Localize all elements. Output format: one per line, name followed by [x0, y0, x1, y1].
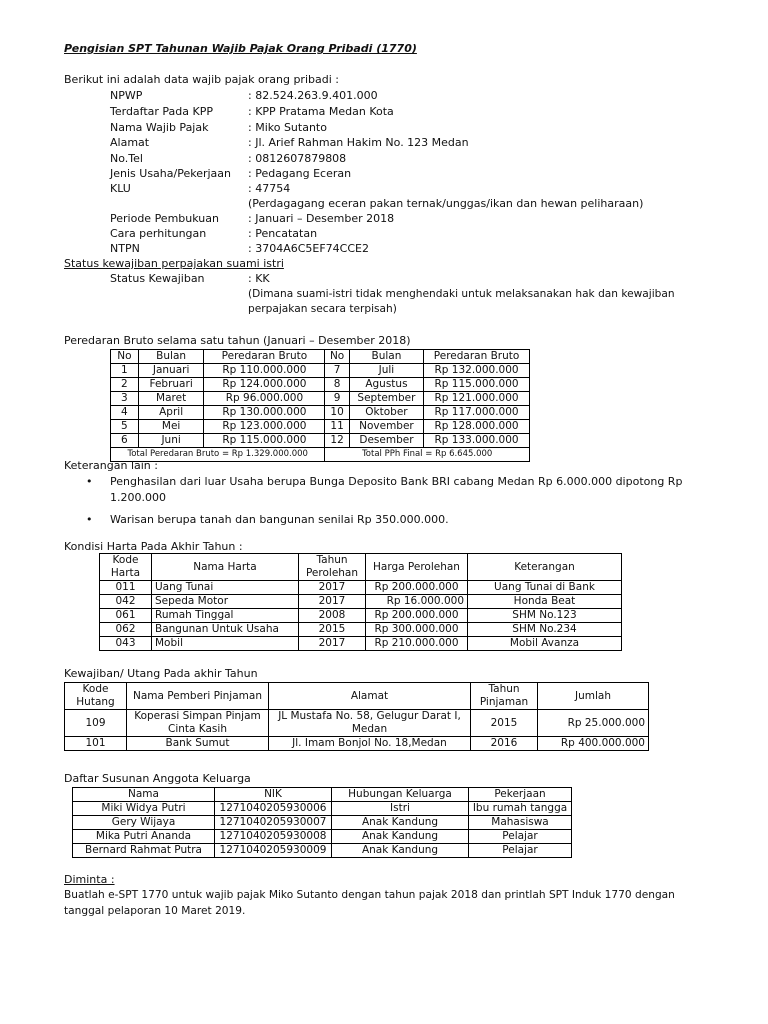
table-header-row — [65, 683, 649, 710]
cell: Rp 124.000.000 — [204, 378, 325, 392]
cell: Agustus — [349, 378, 423, 392]
col-header: Tahun Pinjaman — [471, 683, 538, 710]
taxpayer-value: : Miko Sutanto — [248, 121, 327, 134]
assets-heading: Kondisi Harta Pada Akhir Tahun : — [64, 540, 243, 553]
cell: Ibu rumah tangga — [469, 802, 572, 816]
taxpayer-value: : KPP Pratama Medan Kota — [248, 105, 394, 118]
cell: Bernard Rahmat Putra — [73, 844, 215, 858]
document-title: Pengisian SPT Tahunan Wajib Pajak Orang Pribadi (1770) — [64, 42, 417, 55]
cell: 062 — [100, 623, 152, 637]
taxpayer-row — [0, 89, 768, 103]
notes-heading: Keterangan lain : — [64, 459, 158, 472]
cell: 011 — [100, 581, 152, 595]
taxpayer-row — [0, 227, 768, 241]
taxpayer-label: Nama Wajib Pajak — [110, 121, 209, 134]
col-header: Peredaran Bruto — [424, 350, 530, 364]
cell: 2017 — [299, 637, 366, 651]
taxpayer-value: : 47754 — [248, 182, 291, 195]
col-header: No — [325, 350, 349, 364]
col-header: Alamat — [269, 683, 471, 710]
table-row — [111, 364, 530, 378]
cell: Sepeda Motor — [152, 595, 299, 609]
taxpayer-value: (Perdagagang eceran pakan ternak/unggas/ikan dan hewan peliharaan) — [248, 197, 644, 210]
table-row — [111, 420, 530, 434]
cell: 5 — [111, 420, 139, 434]
col-header: Hubungan Keluarga — [332, 788, 469, 802]
table-row — [100, 623, 622, 637]
table-row — [111, 378, 530, 392]
cell: Rp 117.000.000 — [424, 406, 530, 420]
cell: Anak Kandung — [332, 816, 469, 830]
taxpayer-value: : 3704A6C5EF74CCE2 — [248, 242, 369, 255]
taxpayer-row — [0, 105, 768, 119]
cell: Rp 200.000.000 — [366, 609, 468, 623]
cell: Rp 25.000.000 — [538, 710, 649, 737]
cell: Rumah Tinggal — [152, 609, 299, 623]
col-header: No — [111, 350, 139, 364]
taxpayer-label: Cara perhitungan — [110, 227, 207, 240]
table-row — [100, 637, 622, 651]
cell: SHM No.234 — [468, 623, 622, 637]
total-row — [111, 448, 530, 462]
cell: Mika Putri Ananda — [73, 830, 215, 844]
status-note-line2: perpajakan secara terpisah) — [248, 303, 397, 315]
taxpayer-value: : 0812607879808 — [248, 152, 347, 165]
cell: 2017 — [299, 581, 366, 595]
cell: 7 — [325, 364, 349, 378]
table-row — [73, 830, 572, 844]
col-header: Tahun Perolehan — [299, 554, 366, 581]
cell: Juli — [349, 364, 423, 378]
total-pph-final: Total PPh Final = Rp 6.645.000 — [325, 448, 530, 462]
taxpayer-row — [0, 212, 768, 226]
cell: Miki Widya Putri — [73, 802, 215, 816]
cell: 1271040205930006 — [215, 802, 332, 816]
cell: Rp 115.000.000 — [204, 434, 325, 448]
table-row — [111, 434, 530, 448]
taxpayer-label: Alamat — [110, 136, 150, 149]
cell: 2015 — [299, 623, 366, 637]
cell: 061 — [100, 609, 152, 623]
task-heading: Diminta : — [64, 873, 115, 886]
col-header: Kode Hutang — [65, 683, 127, 710]
cell: September — [349, 392, 423, 406]
cell: Pelajar — [469, 844, 572, 858]
taxpayer-row — [0, 167, 768, 181]
cell: Uang Tunai — [152, 581, 299, 595]
cell: Rp 133.000.000 — [424, 434, 530, 448]
cell: 12 — [325, 434, 349, 448]
table-header-row — [73, 788, 572, 802]
cell: JL Mustafa No. 58, Gelugur Darat I, Medan — [269, 710, 471, 737]
table-row — [65, 737, 649, 751]
cell: 9 — [325, 392, 349, 406]
taxpayer-value: : Pencatatan — [248, 227, 318, 240]
table-row — [111, 392, 530, 406]
revenue-table — [110, 349, 530, 462]
cell: Pelajar — [469, 830, 572, 844]
cell: Rp 130.000.000 — [204, 406, 325, 420]
taxpayer-row — [0, 182, 768, 196]
status-row — [0, 272, 768, 286]
cell: Rp 16.000.000 — [366, 595, 468, 609]
cell: Rp 400.000.000 — [538, 737, 649, 751]
cell: Rp 96.000.000 — [204, 392, 325, 406]
list-item: • Penghasilan dari luar Usaha berupa Bunga Deposito Bank BRI cabang Medan Rp 6.000.000 dipotong Rp 1.200.000 — [84, 474, 724, 506]
cell: Rp 115.000.000 — [424, 378, 530, 392]
table-header-row — [100, 554, 622, 581]
taxpayer-row — [0, 242, 768, 256]
taxpayer-row — [0, 121, 768, 135]
cell: Rp 300.000.000 — [366, 623, 468, 637]
task-line2: tanggal pelaporan 10 Maret 2019. — [64, 905, 246, 917]
cell: 3 — [111, 392, 139, 406]
cell: 8 — [325, 378, 349, 392]
cell: Gery Wijaya — [73, 816, 215, 830]
cell: 2008 — [299, 609, 366, 623]
cell: Rp 132.000.000 — [424, 364, 530, 378]
table-row — [100, 581, 622, 595]
col-header: Jumlah — [538, 683, 649, 710]
col-header: Nama Pemberi Pinjaman — [127, 683, 269, 710]
cell: Rp 121.000.000 — [424, 392, 530, 406]
taxpayer-label: No.Tel — [110, 152, 143, 165]
cell: Desember — [349, 434, 423, 448]
cell: November — [349, 420, 423, 434]
cell: 2 — [111, 378, 139, 392]
cell: Rp 210.000.000 — [366, 637, 468, 651]
taxpayer-row — [0, 152, 768, 166]
family-table — [72, 787, 572, 858]
cell: Bank Sumut — [127, 737, 269, 751]
col-header: NIK — [215, 788, 332, 802]
col-header: Pekerjaan — [469, 788, 572, 802]
cell: April — [138, 406, 204, 420]
revenue-heading: Peredaran Bruto selama satu tahun (Januari – Desember 2018) — [64, 334, 411, 347]
cell: Rp 110.000.000 — [204, 364, 325, 378]
col-header: Harga Perolehan — [366, 554, 468, 581]
taxpayer-label: NTPN — [110, 242, 140, 255]
status-note-line1: (Dimana suami-istri tidak menghendaki untuk melaksanakan hak dan kewajiban — [248, 288, 675, 300]
taxpayer-label: Periode Pembukuan — [110, 212, 219, 225]
table-row — [73, 802, 572, 816]
table-row — [73, 816, 572, 830]
debts-heading: Kewajiban/ Utang Pada akhir Tahun — [64, 667, 258, 680]
col-header: Bulan — [349, 350, 423, 364]
cell: Juni — [138, 434, 204, 448]
cell: Mobil Avanza — [468, 637, 622, 651]
cell: Mahasiswa — [469, 816, 572, 830]
taxpayer-row — [0, 197, 768, 211]
cell: Maret — [138, 392, 204, 406]
cell: 1271040205930009 — [215, 844, 332, 858]
taxpayer-row — [0, 136, 768, 150]
cell: 109 — [65, 710, 127, 737]
status-label: Status Kewajiban — [110, 272, 205, 285]
cell: Bangunan Untuk Usaha — [152, 623, 299, 637]
family-heading: Daftar Susunan Anggota Keluarga — [64, 772, 251, 785]
cell: 1271040205930007 — [215, 816, 332, 830]
col-header: Peredaran Bruto — [204, 350, 325, 364]
table-row — [73, 844, 572, 858]
cell: Anak Kandung — [332, 830, 469, 844]
cell: Anak Kandung — [332, 844, 469, 858]
cell: Januari — [138, 364, 204, 378]
cell: 11 — [325, 420, 349, 434]
cell: 1 — [111, 364, 139, 378]
total-revenue: Total Peredaran Bruto = Rp 1.329.000.000 — [111, 448, 325, 462]
cell: 042 — [100, 595, 152, 609]
cell: 2016 — [471, 737, 538, 751]
table-row — [100, 609, 622, 623]
cell: Mobil — [152, 637, 299, 651]
cell: Mei — [138, 420, 204, 434]
cell: Rp 200.000.000 — [366, 581, 468, 595]
cell: Februari — [138, 378, 204, 392]
notes-list — [84, 474, 724, 534]
intro-text: Berikut ini adalah data wajib pajak orang pribadi : — [64, 73, 339, 86]
cell: Istri — [332, 802, 469, 816]
list-item: • Warisan berupa tanah dan bangunan senilai Rp 350.000.000. — [84, 512, 724, 528]
cell: SHM No.123 — [468, 609, 622, 623]
cell: 043 — [100, 637, 152, 651]
cell: 101 — [65, 737, 127, 751]
cell: 2015 — [471, 710, 538, 737]
cell: Honda Beat — [468, 595, 622, 609]
col-header: Kode Harta — [100, 554, 152, 581]
cell: Oktober — [349, 406, 423, 420]
taxpayer-value: : 82.524.263.9.401.000 — [248, 89, 378, 102]
cell: 4 — [111, 406, 139, 420]
table-row — [65, 710, 649, 737]
taxpayer-value: : Jl. Arief Rahman Hakim No. 123 Medan — [248, 136, 469, 149]
col-header: Keterangan — [468, 554, 622, 581]
taxpayer-label: KLU — [110, 182, 131, 195]
col-header: Nama — [73, 788, 215, 802]
cell: 6 — [111, 434, 139, 448]
task-line1: Buatlah e-SPT 1770 untuk wajib pajak Miko Sutanto dengan tahun pajak 2018 dan printlah SPT Induk 1770 dengan — [64, 889, 675, 901]
cell: 2017 — [299, 595, 366, 609]
table-header-row — [111, 350, 530, 364]
status-value: : KK — [248, 272, 270, 285]
cell: Rp 123.000.000 — [204, 420, 325, 434]
cell: Rp 128.000.000 — [424, 420, 530, 434]
assets-table — [99, 553, 622, 651]
taxpayer-label: Terdaftar Pada KPP — [110, 105, 214, 118]
cell: Jl. Imam Bonjol No. 18,Medan — [269, 737, 471, 751]
col-header: Nama Harta — [152, 554, 299, 581]
taxpayer-value: : Pedagang Eceran — [248, 167, 352, 180]
table-row — [100, 595, 622, 609]
cell: 1271040205930008 — [215, 830, 332, 844]
table-row — [111, 406, 530, 420]
taxpayer-value: : Januari – Desember 2018 — [248, 212, 395, 225]
taxpayer-label: NPWP — [110, 89, 143, 102]
cell: 10 — [325, 406, 349, 420]
taxpayer-label: Jenis Usaha/Pekerjaan — [110, 167, 231, 180]
col-header: Bulan — [138, 350, 204, 364]
cell: Koperasi Simpan Pinjam Cinta Kasih — [127, 710, 269, 737]
cell: Uang Tunai di Bank — [468, 581, 622, 595]
debts-table — [64, 682, 649, 751]
status-heading: Status kewajiban perpajakan suami istri — [64, 257, 284, 270]
